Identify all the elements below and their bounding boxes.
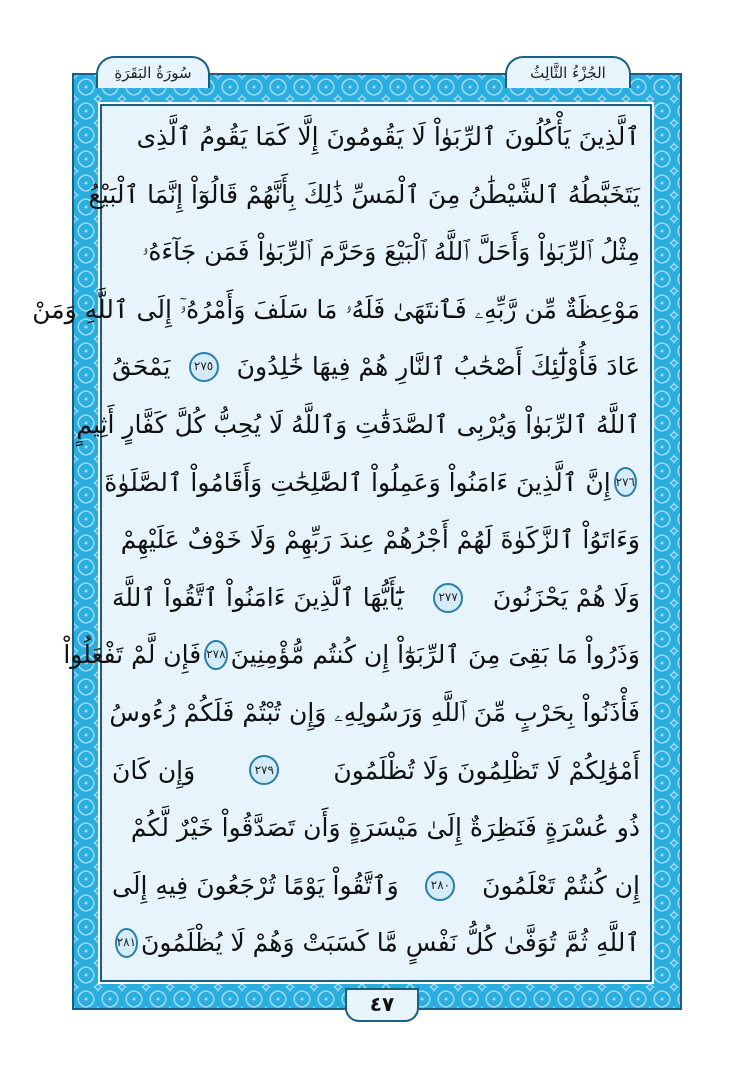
text-line (112, 914, 640, 972)
ayah-number-marker: ٢٨٠ (425, 871, 455, 901)
text-line (112, 108, 640, 166)
verse-text: فَإِن لَّمْ تَفْعَلُواْ (63, 640, 202, 670)
text-line (32, 281, 640, 339)
text-line (112, 857, 640, 915)
verse-text: عَادَ فَأُوْلَٰٓئِكَ أَصْحَٰبُ ٱلنَّارِ هُمْ فِيهَا خَٰلِدُونَ (236, 352, 640, 382)
verse-text: ٱلَّذِينَ يَأْكُلُونَ ٱلرِّبَوٰاْ لَا يَقُومُونَ إِلَّا كَمَا يَقُومُ ٱلَّذِى (136, 122, 640, 151)
text-line (112, 569, 640, 627)
text-line (63, 626, 640, 684)
surah-name-header: سُورَةُ البَقَرَةِ (96, 56, 210, 88)
text-line (112, 742, 640, 800)
quran-text (32, 108, 640, 972)
verse-text: وَلَا هُمْ يَحْزَنُونَ (492, 582, 640, 612)
text-line (104, 454, 640, 512)
verse-text: إِنَّ ٱلَّذِينَ ءَامَنُواْ وَعَمِلُواْ ٱلصَّٰلِحَٰتِ وَأَقَامُواْ ٱلصَّلَوٰةَ (104, 467, 611, 497)
text-line (112, 223, 640, 281)
verse-text: يَتَخَبَّطُهُ ٱلشَّيْطَٰنُ مِنَ ٱلْمَسِّ ذَٰلِكَ بِأَنَّهُمْ قَالُوٓاْ إِنَّمَا ٱلْبَيْعُ (88, 179, 640, 209)
verse-text: وَإِن كَانَ (112, 755, 196, 785)
verse-text: ٱللَّهِ ثُمَّ تُوَفَّىٰ كُلُّ نَفْسٍ مَّا كَسَبَتْ وَهُمْ لَا يُظْلَمُونَ (141, 928, 640, 958)
ayah-number-marker: ٢٧٥ (189, 352, 219, 382)
ayah-number-marker: ٢٧٨ (204, 640, 227, 670)
ayah-number-marker: ٢٧٦ (614, 467, 637, 497)
verse-text: مَوْعِظَةٌ مِّن رَّبِّهِۦ فَٱنتَهَىٰ فَلَهُۥ مَا سَلَفَ وَأَمْرُهُۥٓ إِلَى ٱللَّهِ وَمَنْ (32, 294, 640, 324)
verse-text: ٱللَّهُ ٱلرِّبَوٰاْ وَيُرْبِى ٱلصَّدَقَٰتِ وَٱللَّهُ لَا يُحِبُّ كُلَّ كَفَّارٍ أَثِيمٍ (76, 409, 640, 439)
verse-text: فَأْذَنُواْ بِحَرْبٍ مِّنَ ٱللَّهِ وَرَسُولِهِۦ وَإِن تُبْتُمْ فَلَكُمْ رُءُوسُ (109, 697, 640, 727)
text-line (112, 338, 640, 396)
ayah-number-marker: ٢٧٧ (433, 583, 463, 613)
verse-text: يَمْحَقُ (112, 352, 171, 382)
juz-name-header: الجُزْءُ الثَّالِثُ (505, 56, 631, 88)
text-line (109, 684, 640, 742)
text-line (112, 799, 640, 857)
ayah-number-marker: ٢٨١ (115, 928, 138, 958)
page-number: ٤٧ (345, 988, 419, 1022)
verse-text: وَٱتَّقُواْ يَوْمًا تُرْجَعُونَ فِيهِ إِلَى (112, 870, 399, 900)
text-line (88, 166, 640, 224)
verse-text: يَٰٓأَيُّهَا ٱلَّذِينَ ءَامَنُواْ ٱتَّقُواْ ٱللَّهَ (112, 582, 404, 612)
verse-text: ذُو عُسْرَةٍ فَنَظِرَةٌ إِلَىٰ مَيْسَرَةٍ وَأَن تَصَدَّقُواْ خَيْرٌ لَّكُمْ (130, 813, 640, 843)
text-line (112, 511, 640, 569)
verse-text: أَمْوَٰلِكُمْ لَا تَظْلِمُونَ وَلَا تُظْلَمُونَ (333, 755, 640, 785)
text-line (76, 396, 640, 454)
verse-text: وَذَرُواْ مَا بَقِىَ مِنَ ٱلرِّبَوٰٓاْ إِن كُنتُم مُّؤْمِنِينَ (230, 640, 640, 670)
verse-text: وَءَاتَوُاْ ٱلزَّكَوٰةَ لَهُمْ أَجْرُهُمْ عِندَ رَبِّهِمْ وَلَا خَوْفٌ عَلَيْهِمْ (120, 525, 640, 555)
verse-text: مِثْلُ ٱلرِّبَوٰاْ وَأَحَلَّ ٱللَّهُ ٱلْبَيْعَ وَحَرَّمَ ٱلرِّبَوٰاْ فَمَن جَآءَهُۥ (142, 237, 640, 267)
verse-text: إِن كُنتُمْ تَعْلَمُونَ (482, 870, 640, 900)
ayah-number-marker: ٢٧٩ (249, 755, 279, 785)
